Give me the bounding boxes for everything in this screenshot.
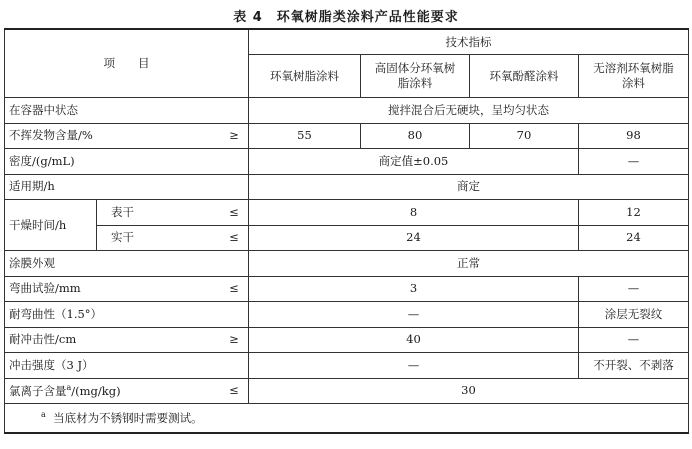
cell-state: 搅拌混合后无硬块，呈均匀状态 — [249, 98, 689, 124]
col-solvent-free-epoxy: 无溶剂环氧树脂涂料 — [579, 55, 689, 98]
performance-requirements-table — [4, 28, 689, 434]
row-label-chloride — [5, 378, 249, 404]
cell-nonvolatile-1: 55 — [249, 123, 361, 149]
row-label-impact-strength: 冲击强度（3 J） — [5, 353, 249, 379]
cell-bending-123: 3 — [249, 276, 579, 302]
footnote — [5, 404, 689, 434]
table-row-impact-strength — [5, 353, 689, 379]
item-header: 项 目 — [5, 29, 249, 98]
label-text: 表干 — [111, 204, 134, 219]
footnote-text: 当底材为不锈钢时需要测试。 — [53, 410, 203, 425]
label-unit: /(mg/kg) — [71, 383, 121, 398]
row-label-flex: 耐弯曲性（1.5°） — [5, 302, 249, 328]
table-row-appearance — [5, 251, 689, 277]
label-text: 耐冲击性/cm — [9, 332, 77, 347]
footnote-mark: a — [41, 410, 46, 420]
row-label-appearance: 涂膜外观 — [5, 251, 249, 277]
table-row-flex — [5, 302, 689, 328]
footnote-row — [5, 404, 689, 434]
cell-potlife: 商定 — [249, 174, 689, 200]
table-row-nonvolatile — [5, 123, 689, 149]
cell-surface-4: 12 — [579, 200, 689, 226]
label-text: 弯曲试验/mm — [9, 281, 81, 296]
cell-nonvolatile-4: 98 — [579, 123, 689, 149]
cell-impact-123: 40 — [249, 327, 579, 353]
table-row-bending — [5, 276, 689, 302]
tech-spec-header: 技术指标 — [249, 29, 689, 55]
header-row-1 — [5, 29, 689, 55]
le-symbol: ≤ — [229, 204, 239, 219]
col-high-solid-epoxy: 高固体分环氧树脂涂料 — [361, 55, 470, 98]
row-sublabel-surface — [97, 200, 249, 226]
cell-density-4: — — [579, 149, 689, 175]
cell-nonvolatile-3: 70 — [470, 123, 579, 149]
row-label-nonvolatile — [5, 123, 249, 149]
cell-flex-4: 涂层无裂纹 — [579, 302, 689, 328]
row-label-state: 在容器中状态 — [5, 98, 249, 124]
table-row-impact — [5, 327, 689, 353]
ge-symbol: ≥ — [229, 332, 239, 347]
table-row-state — [5, 98, 689, 124]
table-row-potlife — [5, 174, 689, 200]
cell-bending-4: — — [579, 276, 689, 302]
cell-impact-strength-4: 不开裂、不剥落 — [579, 353, 689, 379]
row-sublabel-hard — [97, 225, 249, 251]
row-label-potlife: 适用期/h — [5, 174, 249, 200]
le-symbol: ≤ — [229, 382, 239, 397]
cell-surface-123: 8 — [249, 200, 579, 226]
cell-flex-123: — — [249, 302, 579, 328]
row-label-drying: 干燥时间/h — [5, 200, 97, 251]
row-label-bending — [5, 276, 249, 302]
cell-density-123: 商定值±0.05 — [249, 149, 579, 175]
row-label-impact — [5, 327, 249, 353]
cell-nonvolatile-2: 80 — [361, 123, 470, 149]
ge-symbol: ≥ — [229, 128, 239, 143]
cell-hard-4: 24 — [579, 225, 689, 251]
table-row-chloride — [5, 378, 689, 404]
table-number: 表 4 — [233, 10, 263, 25]
col-epoxy-phenolic: 环氧酚醛涂料 — [470, 55, 579, 98]
table-caption: 环氧树脂类涂料产品性能要求 — [276, 10, 459, 25]
le-symbol: ≤ — [229, 230, 239, 245]
label-text: 不挥发物含量/% — [9, 128, 93, 143]
table-title — [0, 6, 692, 25]
cell-hard-123: 24 — [249, 225, 579, 251]
cell-chloride: 30 — [249, 378, 689, 404]
footnote-ref: a — [66, 382, 72, 392]
label-text: 实干 — [111, 230, 134, 245]
table-row-density — [5, 149, 689, 175]
table-row-drying-surface — [5, 200, 689, 226]
cell-impact-4: — — [579, 327, 689, 353]
cell-appearance: 正常 — [249, 251, 689, 277]
le-symbol: ≤ — [229, 281, 239, 296]
label-text: 氯离子含量 — [9, 383, 67, 398]
table-row-drying-hard — [5, 225, 689, 251]
row-label-density: 密度/(g/mL) — [5, 149, 249, 175]
col-epoxy: 环氧树脂涂料 — [249, 55, 361, 98]
cell-impact-strength-123: — — [249, 353, 579, 379]
